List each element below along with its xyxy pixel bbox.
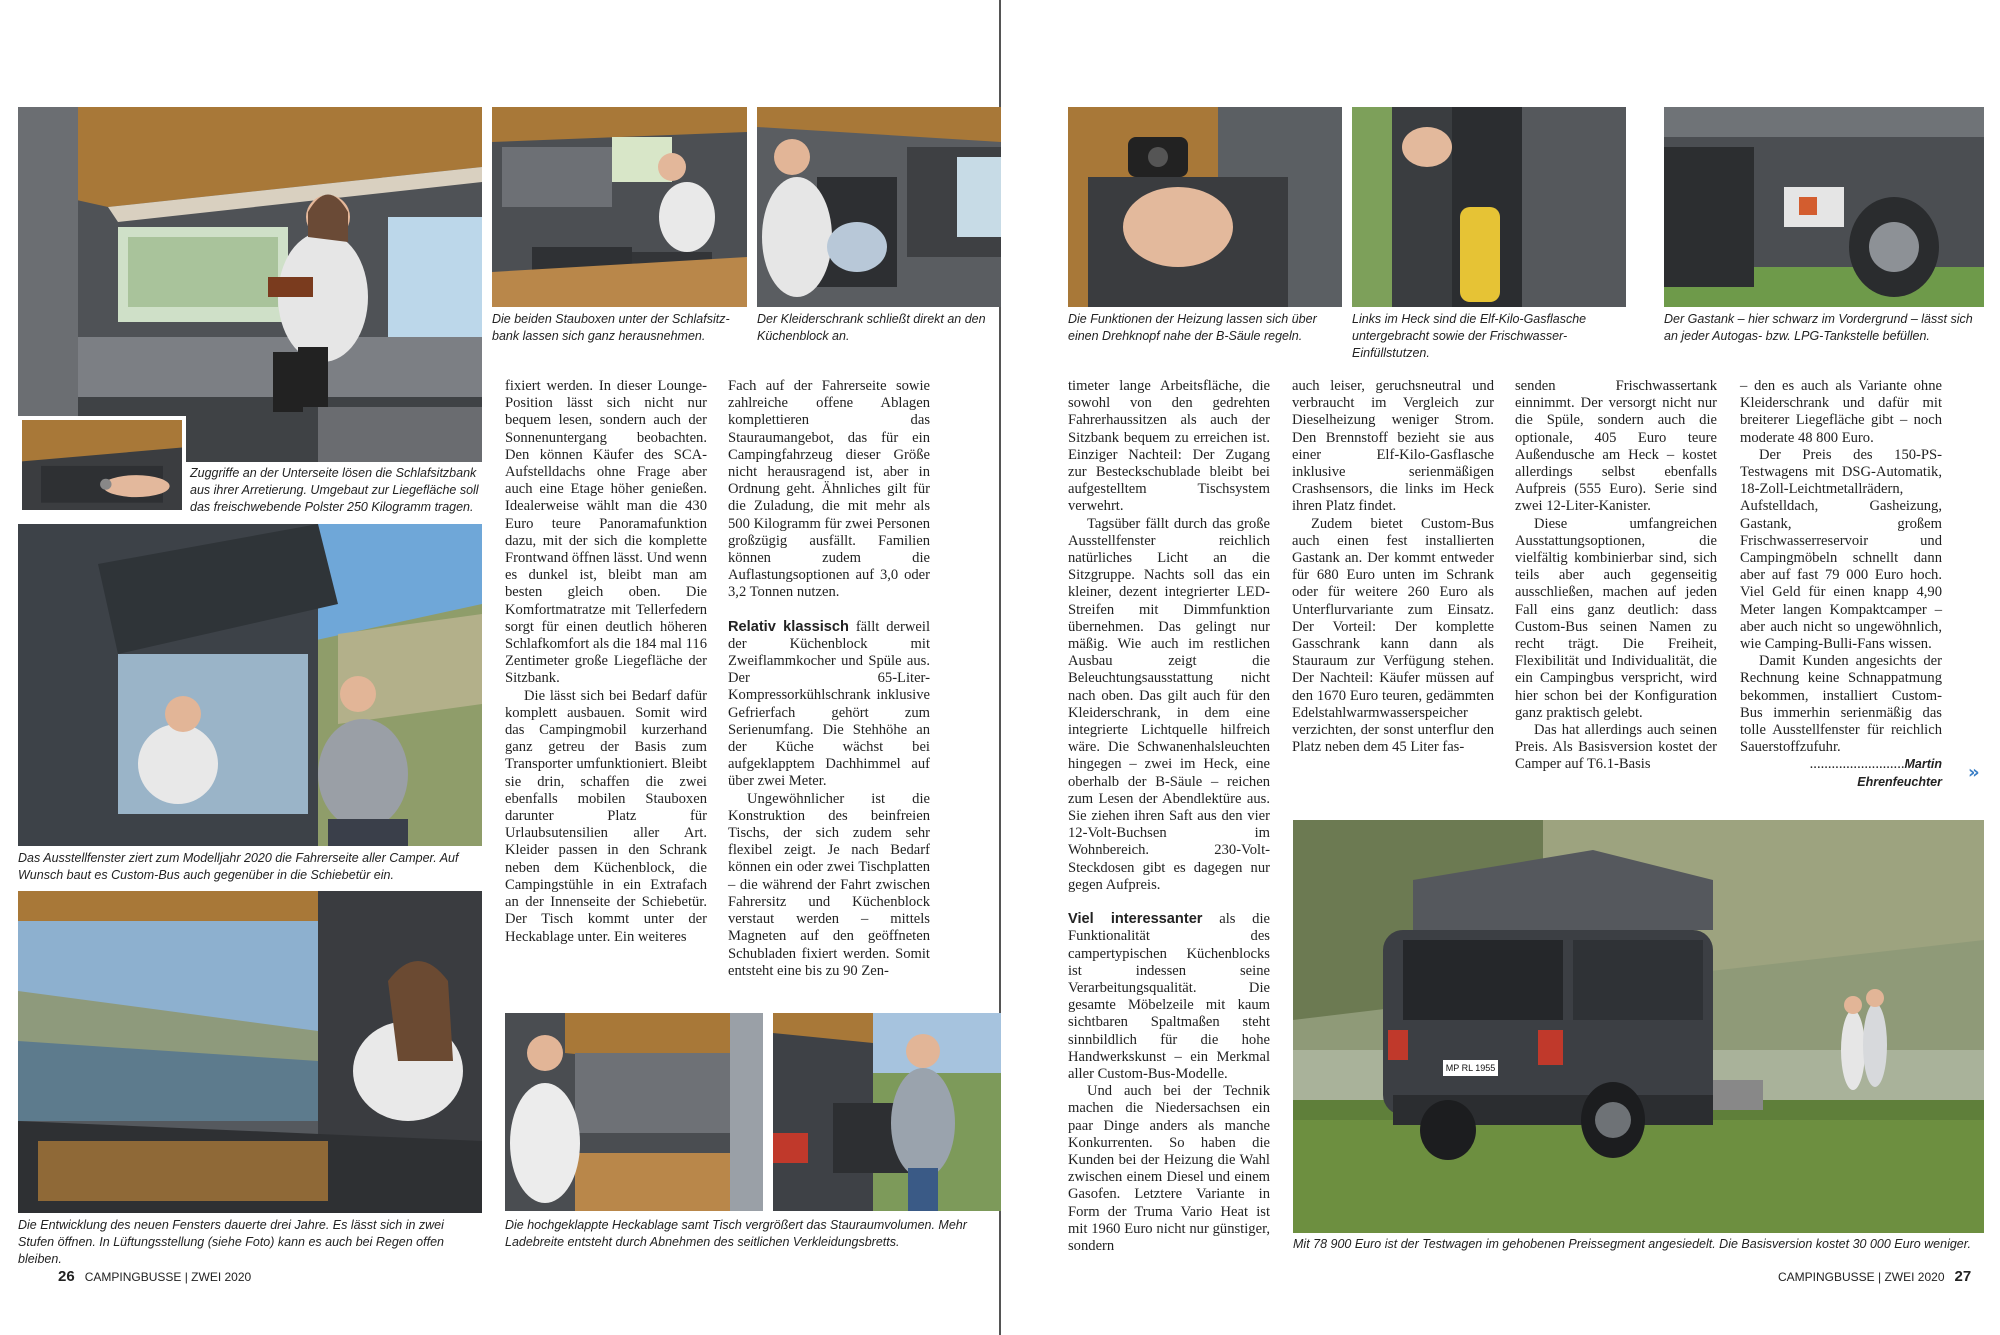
license-plate: MP RL 1955 <box>1445 1063 1496 1073</box>
paragraph: Der Preis des 150-PS-Testwagens mit DSG-Automatik, 18-Zoll-Leichtmetallrädern, Aufstelldach, Gasheizung, Gastank, großem Frischwasserreservoir und Campingmöbeln schnellt dann aber auf fast 79 000 Euro hoch. Viel Geld für einen knapp 4,90 Meter langen Kompaktcamper – aber auch nicht so ungewöhnlich, wie Camping-Bulli-Fans wissen. <box>1740 446 1942 653</box>
photo-tailgate-open <box>505 1013 763 1211</box>
left-column-1 <box>505 378 707 946</box>
photo-gas-tank <box>1664 107 1984 307</box>
author-signature: Martin Ehrenfeuchter <box>1857 757 1942 789</box>
paragraph-lead <box>728 619 930 791</box>
subhead-lead: Viel interessanter <box>1068 911 1203 928</box>
paragraph-text: als die Funktionalität des campertypischen Küchenblocks ist indessen seine Verarbeitungsqualität. Die gesamte Möbelzeile mit kaum sichtbaren Spaltmaßen steht sinnbildlich für die hohe Handwerkskunst – ein Merkmal aller Custom-Bus-Modelle. <box>1068 911 1270 1082</box>
caption-heater: Die Funktionen der Heizung lassen sich über einen Drehknopf nahe der B-Säule regeln. <box>1068 312 1317 343</box>
right-column-2 <box>1292 378 1494 756</box>
paragraph: Ungewöhnlicher ist die Konstruktion des beinfreien Tischs, der sich zudem sehr flexibel zeigt. Je nach Bedarf können ein oder zwei Tischplatten – die während der Fahrt zwischen Fahrersitz und Küchenblock verstaut werden – mittels Magneten auf den geöffneten Schubladen fixiert werden. Somit entsteht eine bis zu 90 Zen- <box>728 790 930 979</box>
subhead-lead: Relativ klassisch <box>728 618 849 635</box>
paragraph: auch leiser, geruchsneutral und verbraucht im Vergleich zur Dieselheizung weniger Strom. Den Brennstoff bezieht sie aus einer Elf-Kilo-Gasflasche inklusive serienmäßigen Crashsensors, die links im Heck ihren Platz findet. <box>1292 378 1494 515</box>
caption-window-development: Die Entwicklung des neuen Fensters dauerte drei Jahre. Es lässt sich in zwei Stufen öffnen. In Lüftungsstellung (siehe Foto) kann es auch bei Regen offen bleiben. <box>18 1218 444 1266</box>
footer-left <box>58 1268 251 1285</box>
paragraph: – den es auch als Variante ohne Kleiderschrank und dafür mit breiterer Liegefläche gibt – noch moderate 48 800 Euro. <box>1740 378 1942 446</box>
continue-arrow-icon: » <box>1968 762 1980 783</box>
paragraph: Tagsüber fällt durch das große Ausstellfenster reichlich natürliches Licht an die Sitzgruppe. Nachts soll das ein kleiner, dezent integrierter LED-Streifen mit Dimmfunktion übernehmen. Das gelingt nur mäßig. Wie auch im restlichen Ausbau zeigt die Beleuchtungsausstattung nicht nach oben. Das gilt auch für den Kleiderschrank, in dem eine integrierte Lichtquelle hilfreich wäre. Die Schwanenhalsleuchten hingegen – zwei im Heck, eine oberhalb der B-Säule – reichen zum Lesen der Abendlektüre aus. Sie ziehen ihren Saft aus den vier 12-Volt-Buchsen im Wohnbereich. 230-Volt-Steckdosen gibt es dagegen nur gegen Aufpreis. <box>1068 515 1270 893</box>
paragraph: Damit Kunden angesichts der Rechnung keine Schnappatmung bekommen, installiert Custom-Bus immerhin serienmäßig das tolle Ausstellfenster für reichlich Sauerstoffzufuhr. <box>1740 653 1942 756</box>
photo-pull-handle <box>18 416 186 514</box>
caption-pull-handles: Zuggriffe an der Unterseite lösen die Schlafsitzbank aus ihrer Arretierung. Umgebaut zur Liegefläche soll das freischwebende Polster 250 Kilogramm tragen. <box>190 466 479 514</box>
paragraph-lead <box>1068 911 1270 1083</box>
footer-label-right: CAMPINGBUSSE | ZWEI 2020 <box>1778 1270 1945 1284</box>
right-column-1 <box>1068 378 1270 1255</box>
paragraph: timeter lange Arbeitsfläche, die sowohl von den gedrehten Fahrerhaussitzen als auch der Sitzbank bequem zu erreichen ist. Einziger Nachteil: Der Zugang zur Besteckschublade bleibt bei aufgestelltem Tischsystem verwehrt. <box>1068 378 1270 515</box>
caption-wardrobe: Der Kleiderschrank schließt direkt an den Küchenblock an. <box>757 312 986 343</box>
paragraph: senden Frischwassertank einnimmt. Der versorgt nicht nur die Spüle, sondern auch die optionale, 405 Euro teure Außendusche am Heck – kostet allerdings selbst ebenfalls Aufpreis (555 Euro). Serie sind zwei 12-Liter-Kanister. <box>1515 378 1717 515</box>
right-column-3 <box>1515 378 1717 774</box>
photo-tailgate-man <box>773 1013 1001 1211</box>
page-number-left: 26 <box>58 1268 75 1285</box>
footer-right <box>1778 1268 1971 1285</box>
caption-exterior: Mit 78 900 Euro ist der Testwagen im gehobenen Preissegment angesiedelt. Die Basisversion kostet 30 000 Euro weniger. <box>1293 1237 1971 1251</box>
paragraph: Die lässt sich bei Bedarf dafür komplett ausbauen. Somit wird das Campingmobil kurzerhand ganz getreu der Basis zum Transporter umfunktioniert. Bleibt sie drin, schaffen die zwei ebenfalls mobilen Stauboxen darunter Platz für Urlaubsutensilien aller Art. Kleider passen in den Schrank neben dem Küchenblock, die Campingstühle in ein Extrafach an der Innenseite der Schiebetür. Der Tisch kommt unter der Heckablage unter. Ein weiteres <box>505 687 707 945</box>
caption-gas-bottle: Links im Heck sind die Elf-Kilo-Gasflasche untergebracht sowie der Frischwasser-Einfüllstutzen. <box>1352 312 1587 360</box>
author-signature-line <box>1740 756 1942 790</box>
photo-window-exterior <box>18 524 482 846</box>
paragraph: Das hat allerdings auch seinen Preis. Als Basisversion kostet der Camper auf T6.1-Basis <box>1515 722 1717 773</box>
left-column-2 <box>728 378 930 980</box>
photo-interior-reading <box>18 107 482 462</box>
caption-storage-boxes: Die beiden Stauboxen unter der Schlafsitz-bank lassen sich ganz herausnehmen. <box>492 312 730 343</box>
photo-heater-knob <box>1068 107 1342 307</box>
photo-wardrobe <box>757 107 1001 307</box>
caption-tailgate: Die hochgeklappte Heckablage samt Tisch vergrößert das Stauraumvolumen. Mehr Ladebreite entsteht durch Abnehmen des seitlichen Verkleidungsbretts. <box>505 1218 967 1249</box>
paragraph-text: fällt derweil der Küchenblock mit Zweiflammkocher und Spüle aus. Der 65-Liter-Kompressorkühlschrank inklusive Gefrierfach gehört zum Serienumfang. Die Stehhöhe an der Küche wächst bei aufgeklapptem Dachhimmel auf über zwei Meter. <box>728 618 930 790</box>
caption-window: Das Ausstellfenster ziert zum Modelljahr 2020 die Fahrerseite aller Camper. Auf Wunsch baut es Custom-Bus auch gegenüber in die Schiebetür ein. <box>18 851 459 882</box>
right-column-4 <box>1740 378 1942 791</box>
photo-window-interior <box>18 891 482 1213</box>
paragraph: Und auch bei der Technik machen die Niedersachsen ein paar Dinge anders als manche Konkurrenten. So haben die Kunden bei der Heizung die Wahl zwischen einem Diesel und einem Gasofen. Letztere Variante in Form der Truma Vario Heat ist mit 1960 Euro nicht nur günstiger, sondern <box>1068 1083 1270 1254</box>
photo-gas-bottle <box>1352 107 1626 307</box>
photo-storage-boxes <box>492 107 747 307</box>
paragraph: fixiert werden. In dieser Lounge-Position lässt sich nicht nur bequem lesen, sondern auch der Sonnenuntergang beobachten. Den können Käufer des SCA-Aufstelldachs ohne Frage aber auch eine Etage höher genießen. Idealerweise wählt man die 430 Euro teure Panoramafunktion dazu, mit der sich die komplette Frontwand öffnen lässt. Und wenn es dunkel ist, bleibt man am besten gleich oben. Die Komfortmatratze mit Tellerfedern sorgt für einen deutlich höheren Schlafkomfort als die 184 mal 116 Zentimeter große Liegefläche der Sitzbank. <box>505 378 707 687</box>
page-number-right: 27 <box>1954 1268 1972 1285</box>
paragraph: Zudem bietet Custom-Bus auch einen fest installierten Gastank an. Der kommt entweder für 680 Euro unten im Schrank oder für weitere 260 Euro als Unterflurvariante zum Einsatz. Der Vorteil: Der komplette Gasschrank kann dann als Stauraum zur Verfügung stehen. Der Nachteil: Käufer müssen auf den 1670 Euro teuren, gedämmten Edelstahlwarmwasserspeicher verzichten, der sonst unterflur den Platz neben dem 45 Liter fas- <box>1292 515 1494 756</box>
footer-label-left: CAMPINGBUSSE | ZWEI 2020 <box>84 1270 252 1284</box>
caption-gas-tank: Der Gastank – hier schwarz im Vordergrund – lässt sich an jeder Autogas- bzw. LPG-Tankstelle befüllen. <box>1664 312 1973 343</box>
photo-exterior-van <box>1293 820 1984 1233</box>
paragraph: Fach auf der Fahrerseite sowie zahlreiche offene Ablagen komplettieren das Stauraumangebot, das für ein Campingfahrzeug dieser Größe nicht herausragend ist, aber in Ordnung geht. Ähnliches gilt für die Zuladung, die mit mehr als 500 Kilogramm für zwei Personen großzügig ausfällt. Familien können zudem die Auflastungsoptionen auf 3,0 oder 3,2 Tonnen nutzen. <box>728 378 930 601</box>
paragraph: Diese umfangreichen Ausstattungsoptionen, die vielfältig kombinierbar sind, sich teils aber auch gegenseitig ausschließen, machen auf jeden Fall eins ganz deutlich: dass Custom-Bus seinen Namen zu recht trägt. Die Freiheit, Flexibilität und Individualität, die ein Campingbus verspricht, wird hier schon bei der Konfiguration ganz praktisch gelebt. <box>1515 515 1717 721</box>
signature-dots: .......................... <box>1809 756 1905 773</box>
